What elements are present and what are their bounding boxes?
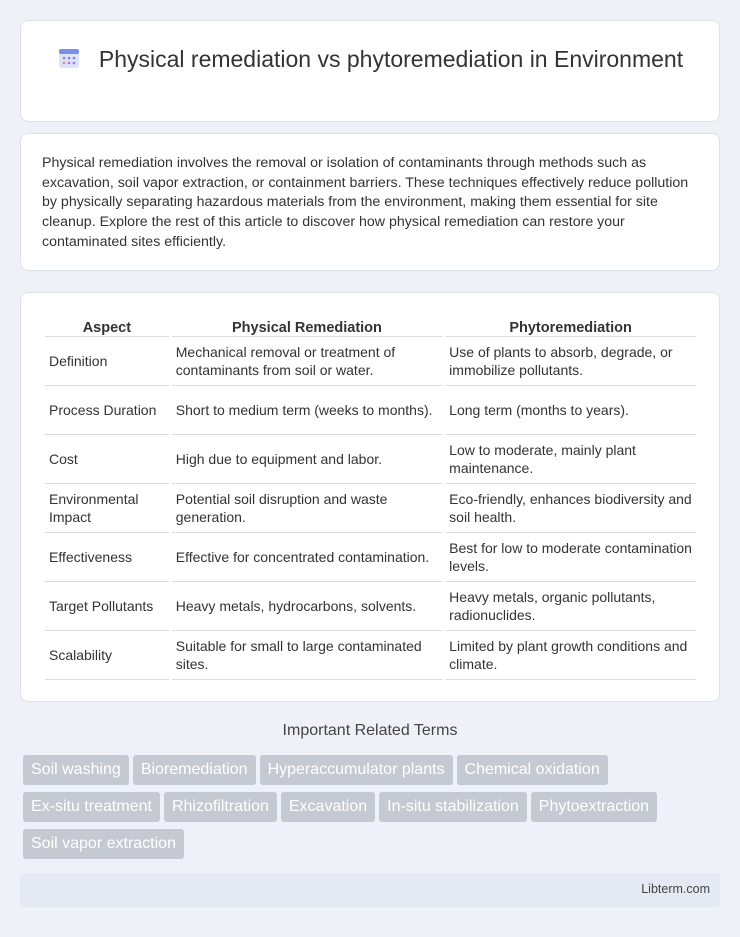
related-term-tag[interactable]: In-situ stabilization <box>379 792 527 822</box>
table-cell: Effectiveness <box>45 533 169 582</box>
column-header-aspect: Aspect <box>45 314 169 337</box>
table-cell: Use of plants to absorb, degrade, or immobilize pollutants. <box>445 337 696 386</box>
table-row <box>45 533 696 582</box>
related-terms-list <box>23 755 723 866</box>
column-header-physical: Physical Remediation <box>172 314 442 337</box>
table-cell: Target Pollutants <box>45 582 169 631</box>
page-title-text: Physical remediation vs phytoremediation in Environment <box>98 46 684 72</box>
page-title <box>21 45 719 74</box>
table-cell: Long term (months to years). <box>445 386 696 435</box>
title-card <box>20 20 720 122</box>
related-term-tag[interactable]: Ex-situ treatment <box>23 792 160 822</box>
table-cell: Process Duration <box>45 386 169 435</box>
table-cell: Cost <box>45 435 169 484</box>
table-cell: Heavy metals, hydrocarbons, solvents. <box>172 582 442 631</box>
table-row <box>45 631 696 680</box>
calendar-icon <box>57 46 81 70</box>
table-cell: Mechanical removal or treatment of contaminants from soil or water. <box>172 337 442 386</box>
table-cell: Limited by plant growth conditions and climate. <box>445 631 696 680</box>
intro-card <box>20 133 720 271</box>
table-cell: High due to equipment and labor. <box>172 435 442 484</box>
footer-site-link[interactable]: Libterm.com <box>641 882 710 896</box>
related-term-tag[interactable]: Hyperaccumulator plants <box>260 755 453 785</box>
table-row <box>45 435 696 484</box>
table-cell: Effective for concentrated contamination. <box>172 533 442 582</box>
related-term-tag[interactable]: Soil washing <box>23 755 129 785</box>
table-cell: Scalability <box>45 631 169 680</box>
table-cell: Low to moderate, mainly plant maintenance. <box>445 435 696 484</box>
table-cell: Heavy metals, organic pollutants, radionuclides. <box>445 582 696 631</box>
related-terms-heading: Important Related Terms <box>282 722 458 739</box>
table-cell: Short to medium term (weeks to months). <box>172 386 442 435</box>
intro-paragraph: Physical remediation involves the removal or isolation of contaminants through methods such as excavation, soil vapor extraction, or containment barriers. These techniques effectively reduce pollution by physically separating hazardous materials from the environment, making them essential for site cleanup. Explore the rest of this article to discover how physical remediation can restore your contaminated sites efficiently. <box>42 155 689 250</box>
column-header-phyto: Phytoremediation <box>445 314 696 337</box>
related-term-tag[interactable]: Chemical oxidation <box>457 755 608 785</box>
table-cell: Environmental Impact <box>45 484 169 533</box>
related-term-tag[interactable]: Phytoextraction <box>531 792 657 822</box>
footer <box>20 873 720 907</box>
table-row <box>45 484 696 533</box>
related-term-tag[interactable]: Bioremediation <box>133 755 256 785</box>
table-row <box>45 337 696 386</box>
table-cell: Best for low to moderate contamination levels. <box>445 533 696 582</box>
comparison-table <box>42 314 699 680</box>
table-cell: Definition <box>45 337 169 386</box>
related-term-tag[interactable]: Excavation <box>281 792 375 822</box>
related-term-tag[interactable]: Rhizofiltration <box>164 792 277 822</box>
table-cell: Potential soil disruption and waste generation. <box>172 484 442 533</box>
table-header-row <box>45 314 696 337</box>
table-row <box>45 582 696 631</box>
comparison-card <box>20 292 720 702</box>
table-row <box>45 386 696 435</box>
related-term-tag[interactable]: Soil vapor extraction <box>23 829 184 859</box>
table-cell: Eco-friendly, enhances biodiversity and soil health. <box>445 484 696 533</box>
table-cell: Suitable for small to large contaminated sites. <box>172 631 442 680</box>
